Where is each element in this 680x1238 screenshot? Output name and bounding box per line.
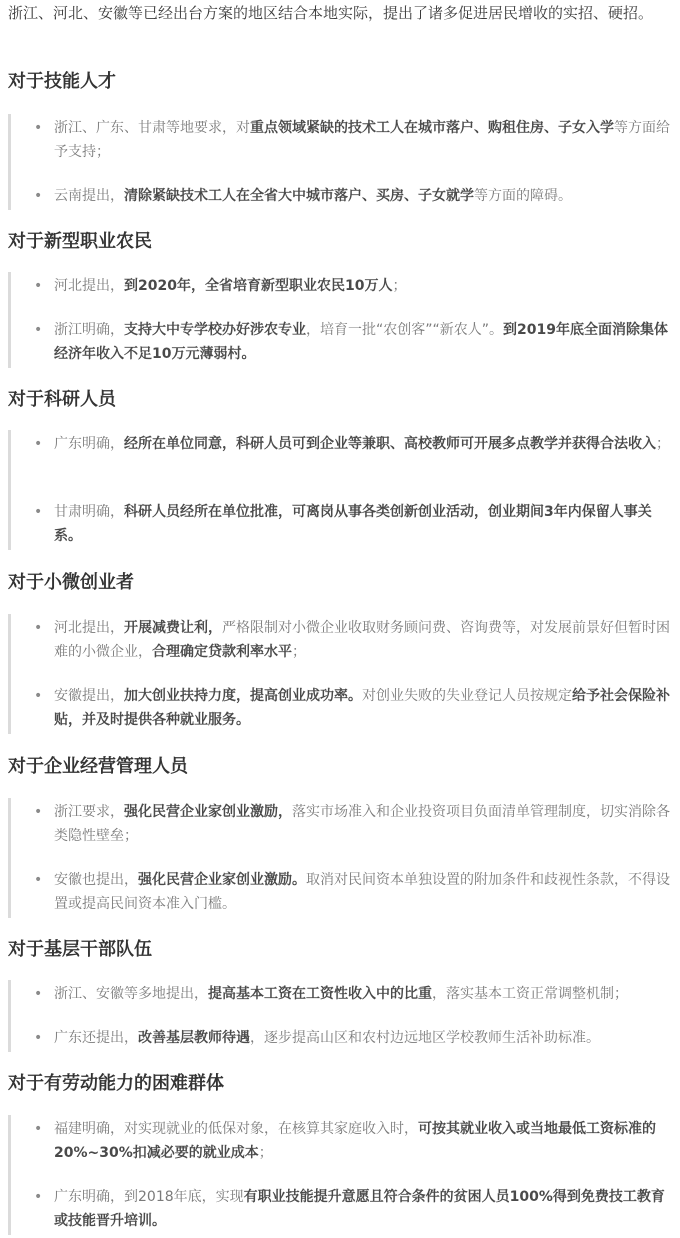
list-item	[34, 868, 675, 916]
bullet-dot-icon: •	[34, 322, 43, 338]
bold-phrase: 支持大中专学校办好涉农专业	[124, 322, 306, 338]
list-item-text	[54, 318, 675, 366]
plain-phrase: 浙江要求，	[54, 804, 124, 820]
list-item-text	[54, 116, 675, 164]
plain-phrase: 河北提出，	[54, 278, 124, 294]
plain-phrase: 甘肃明确，	[54, 504, 124, 520]
bullet-dot-icon: •	[34, 688, 43, 704]
bullet-dot-icon: •	[34, 872, 43, 888]
plain-phrase: 严格限制对小微企业收取财务顾问费、咨询费等，对发展前景好但暂时困难的小微企业，	[54, 620, 670, 660]
bold-phrase: 重点领域紧缺的技术工人在城市落户、购租住房、子女入学	[250, 120, 614, 136]
plain-phrase: ；	[392, 278, 407, 294]
list-item	[34, 684, 675, 732]
list-item	[34, 800, 675, 848]
section-title: 对于科研人员	[8, 389, 116, 410]
plain-phrase: 等方面的障碍。	[474, 188, 572, 204]
bullet-dot-icon: •	[34, 436, 43, 452]
bold-phrase: 加大创业扶持力度，提高创业成功率。	[124, 688, 362, 704]
bold-phrase: 提高基本工资在工资性收入中的比重	[208, 986, 432, 1002]
bullet-dot-icon: •	[34, 278, 43, 294]
plain-phrase: 福建明确，对实现就业的低保对象，在核算其家庭收入时，	[54, 1121, 418, 1137]
section-title: 对于技能人才	[8, 71, 116, 92]
bold-phrase: 可按其就业收入或当地最低工资标准的20%~30%扣减必要的就业成本	[54, 1121, 656, 1161]
plain-phrase: ，落实基本工资正常调整机制；	[432, 986, 628, 1002]
list-item	[34, 318, 675, 366]
list-item	[34, 1185, 675, 1233]
section-quote-block	[8, 614, 675, 734]
plain-phrase: ；	[656, 436, 670, 452]
list-item	[34, 274, 675, 298]
bold-phrase: 开展减费让利，	[124, 620, 222, 636]
plain-phrase: 广东明确，到2018年底，实现	[54, 1189, 244, 1205]
section-title: 对于新型职业农民	[8, 231, 152, 252]
section-quote-block	[8, 798, 675, 918]
bullet-dot-icon: •	[34, 120, 43, 136]
bullet-dot-icon: •	[34, 504, 43, 520]
list-item	[34, 982, 675, 1006]
list-item	[34, 1117, 675, 1165]
section-quote-block	[8, 980, 675, 1052]
list-item	[34, 432, 675, 456]
plain-phrase: 等方面给予支持；	[54, 120, 670, 160]
bold-phrase: 到2019年底全面消除集体经济年收入不足10万元薄弱村。	[54, 322, 668, 362]
bullet-dot-icon: •	[34, 986, 43, 1002]
bold-phrase: 强化民营企业家创业激励，	[124, 804, 292, 820]
list-item-text	[54, 684, 675, 732]
plain-phrase: 广东明确，	[54, 436, 124, 452]
section-quote-block	[8, 272, 675, 368]
section-quote-block	[8, 114, 675, 210]
plain-phrase: 云南提出，	[54, 188, 124, 204]
list-item-text	[54, 274, 675, 298]
list-item-text	[54, 1117, 675, 1165]
plain-phrase: 河北提出，	[54, 620, 124, 636]
section-quote-block	[8, 1115, 675, 1235]
bold-phrase: 改善基层教师待遇	[138, 1030, 250, 1046]
plain-phrase: 广东还提出，	[54, 1030, 138, 1046]
section-title: 对于小微创业者	[8, 572, 134, 593]
bold-phrase: 给予社会保险补贴，并及时提供各种就业服务。	[54, 688, 670, 728]
bold-phrase: 清除紧缺技术工人在全省大中城市落户、买房、子女就学	[124, 188, 474, 204]
plain-phrase: ；	[292, 644, 306, 660]
list-item	[34, 116, 675, 164]
list-item-text	[54, 800, 675, 848]
plain-phrase: 浙江明确，	[54, 322, 124, 338]
list-item	[34, 1026, 675, 1050]
plain-phrase: 安徽提出，	[54, 688, 124, 704]
bold-phrase: 有职业技能提升意愿且符合条件的贫困人员100%得到免费技工教育或技能晋升培训。	[54, 1189, 665, 1229]
list-item	[34, 184, 675, 208]
plain-phrase: 安徽也提出，	[54, 872, 138, 888]
intro-paragraph: 浙江、河北、安徽等已经出台方案的地区结合本地实际，提出了诸多促进居民增收的实招、硬招。	[8, 4, 654, 22]
list-item-text	[54, 1026, 675, 1050]
plain-phrase: ，培育一批“农创客”“新农人”。	[306, 322, 504, 338]
list-item-text	[54, 500, 675, 548]
list-item-text	[54, 616, 675, 664]
list-item-text	[54, 432, 675, 456]
plain-phrase: 取消对民间资本单独设置的附加条件和歧视性条款，不得设置或提高民间资本准入门槛。	[54, 872, 670, 912]
bold-phrase: 科研人员经所在单位批准，可离岗从事各类创新创业活动，创业期间3年内保留人事关系。	[54, 504, 652, 544]
bold-phrase: 强化民营企业家创业激励。	[138, 872, 306, 888]
plain-phrase: 浙江、广东、甘肃等地要求，对	[54, 120, 250, 136]
section-title: 对于企业经营管理人员	[8, 756, 188, 777]
plain-phrase: 对创业失败的失业登记人员按规定	[362, 688, 572, 704]
bullet-dot-icon: •	[34, 620, 43, 636]
list-item-text	[54, 982, 675, 1006]
bullet-dot-icon: •	[34, 1030, 43, 1046]
bullet-dot-icon: •	[34, 188, 43, 204]
bullet-dot-icon: •	[34, 1121, 43, 1137]
bullet-dot-icon: •	[34, 1189, 43, 1205]
plain-phrase: 落实市场准入和企业投资项目负面清单管理制度，切实消除各类隐性壁垒；	[54, 804, 670, 844]
list-item	[34, 500, 675, 548]
section-quote-block	[8, 430, 675, 550]
bold-phrase: 经所在单位同意，科研人员可到企业等兼职、高校教师可开展多点教学并获得合法收入	[124, 436, 656, 452]
list-item-text	[54, 1185, 675, 1233]
list-item-text	[54, 868, 675, 916]
list-item-text	[54, 184, 675, 208]
bullet-dot-icon: •	[34, 804, 43, 820]
section-title: 对于有劳动能力的困难群体	[8, 1073, 224, 1094]
list-item	[34, 616, 675, 664]
bold-phrase: 合理确定贷款利率水平	[152, 644, 292, 660]
bold-phrase: 到2020年，全省培育新型职业农民10万人	[124, 278, 393, 294]
plain-phrase: 浙江、安徽等多地提出，	[54, 986, 208, 1002]
plain-phrase: ，逐步提高山区和农村边远地区学校教师生活补助标准。	[250, 1030, 600, 1046]
plain-phrase: ；	[258, 1145, 273, 1161]
section-title: 对于基层干部队伍	[8, 939, 152, 960]
